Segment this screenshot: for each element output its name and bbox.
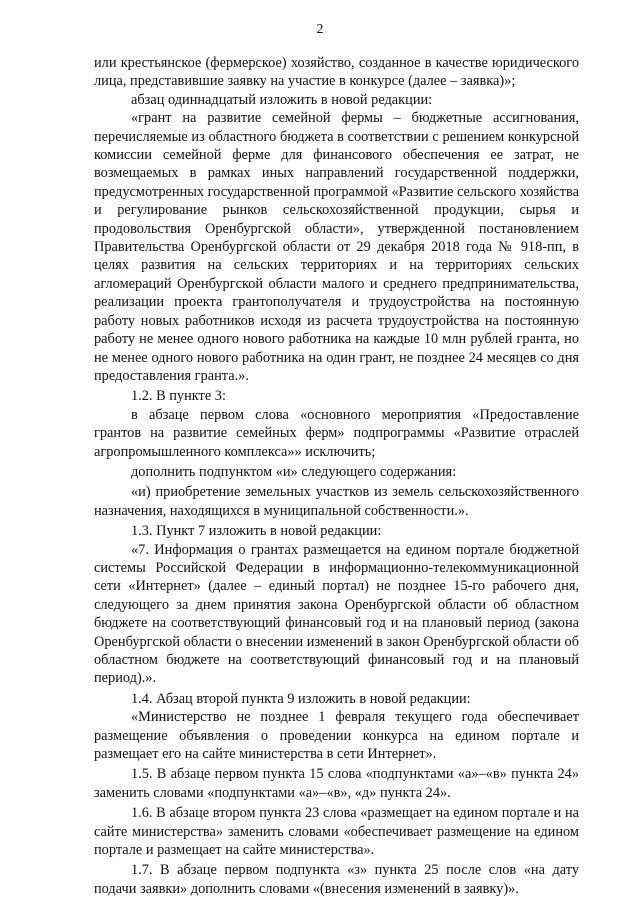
page-number: 2 <box>316 22 324 37</box>
paragraph: 1.4. Абзац второй пункта 9 изложить в новой редакции: <box>131 690 471 707</box>
paragraph: 1.5. В абзаце первом пункта 15 слова «подпунктами «а»–«в» пункта 24» заменить словами «подпунктами «а»–«в», «д» пункта 24». <box>94 766 579 801</box>
paragraph: или крестьянское (фермерское) хозяйство, созданное в качестве юридического лица, представившие заявку на участие в конкурсе (далее – заявка)»; <box>94 55 579 90</box>
paragraph: 1.6. В абзаце втором пункта 23 слова «размещает на едином портале и на сайте министерства» заменить словами «обеспечивает размещение на едином портале и размещает на сайте министерства». <box>94 805 579 859</box>
paragraph: абзац одиннадцатый изложить в новой редакции: <box>131 91 433 108</box>
document-body <box>94 54 579 898</box>
paragraph: дополнить подпунктом «и» следующего содержания: <box>131 463 457 480</box>
paragraph: в абзаце первом слова «основного мероприятия «Предоставление грантов на развитие семейных ферм» подпрограммы «Развитие отраслей агропромышленного комплекса»» исключить; <box>94 406 579 460</box>
paragraph: «грант на развитие семейной фермы – бюджетные ассигнования, перечисляемые из областного бюджета в соответствии с решением конкурсной комиссии семейной ферме для финансового обеспечения ее затрат, не возмещаемых в рамках иных направлений государственной поддержки, предусмотренных государственной программой «Развитие сельского хозяйства и регулирование рынков сельскохозяйственной продукции, сырья и продовольствия Оренбургской области», утвержденной постановлением Правительства Оренбургской области от 29 декабря 2018 года № 918-пп, в целях развития на сельских территориях и на территориях сельских агломераций Оренбургской области малого и среднего предпринимательства, реализации проекта грантополучателя и трудоустройства на постоянную работу новых работников исходя из расчета трудоустройства на постоянную работу не менее одного нового работника на каждые 10 млн рублей гранта, но не менее одного нового работника на один грант, не позднее 24 месяцев со дня предоставления гранта.». <box>94 110 580 384</box>
paragraph: «Министерство не позднее 1 февраля текущего года обеспечивает размещение объявления о проведении конкурса на едином портале и размещает его на сайте министерства в сети Интернет». <box>94 709 579 763</box>
paragraph: 1.7. В абзаце первом подпункта «з» пункта 25 после слов «на дату подачи заявки» дополнить словами «(внесения изменений в заявку)». <box>94 862 579 897</box>
paragraph: 1.2. В пункте 3: <box>131 388 226 405</box>
paragraph: 1.3. Пункт 7 изложить в новой редакции: <box>131 523 382 540</box>
paragraph: «и) приобретение земельных участков из земель сельскохозяйственного назначения, находящихся в муниципальной собственности.». <box>94 484 579 519</box>
paragraph: «7. Информация о грантах размещается на едином портале бюджетной системы Российской Федерации в информационно-телекоммуникационной сети «Интернет» (далее – единый портал) не позднее 15-го рабочего дня, следующего за днем принятия закона Оренбургской области об областном бюджете на соответствующий финансовый год и на плановый период (закона Оренбургской области о внесении изменений в закон Оренбургской области об областном бюджете на соответствующий финансовый год и на плановый период).». <box>94 541 579 687</box>
